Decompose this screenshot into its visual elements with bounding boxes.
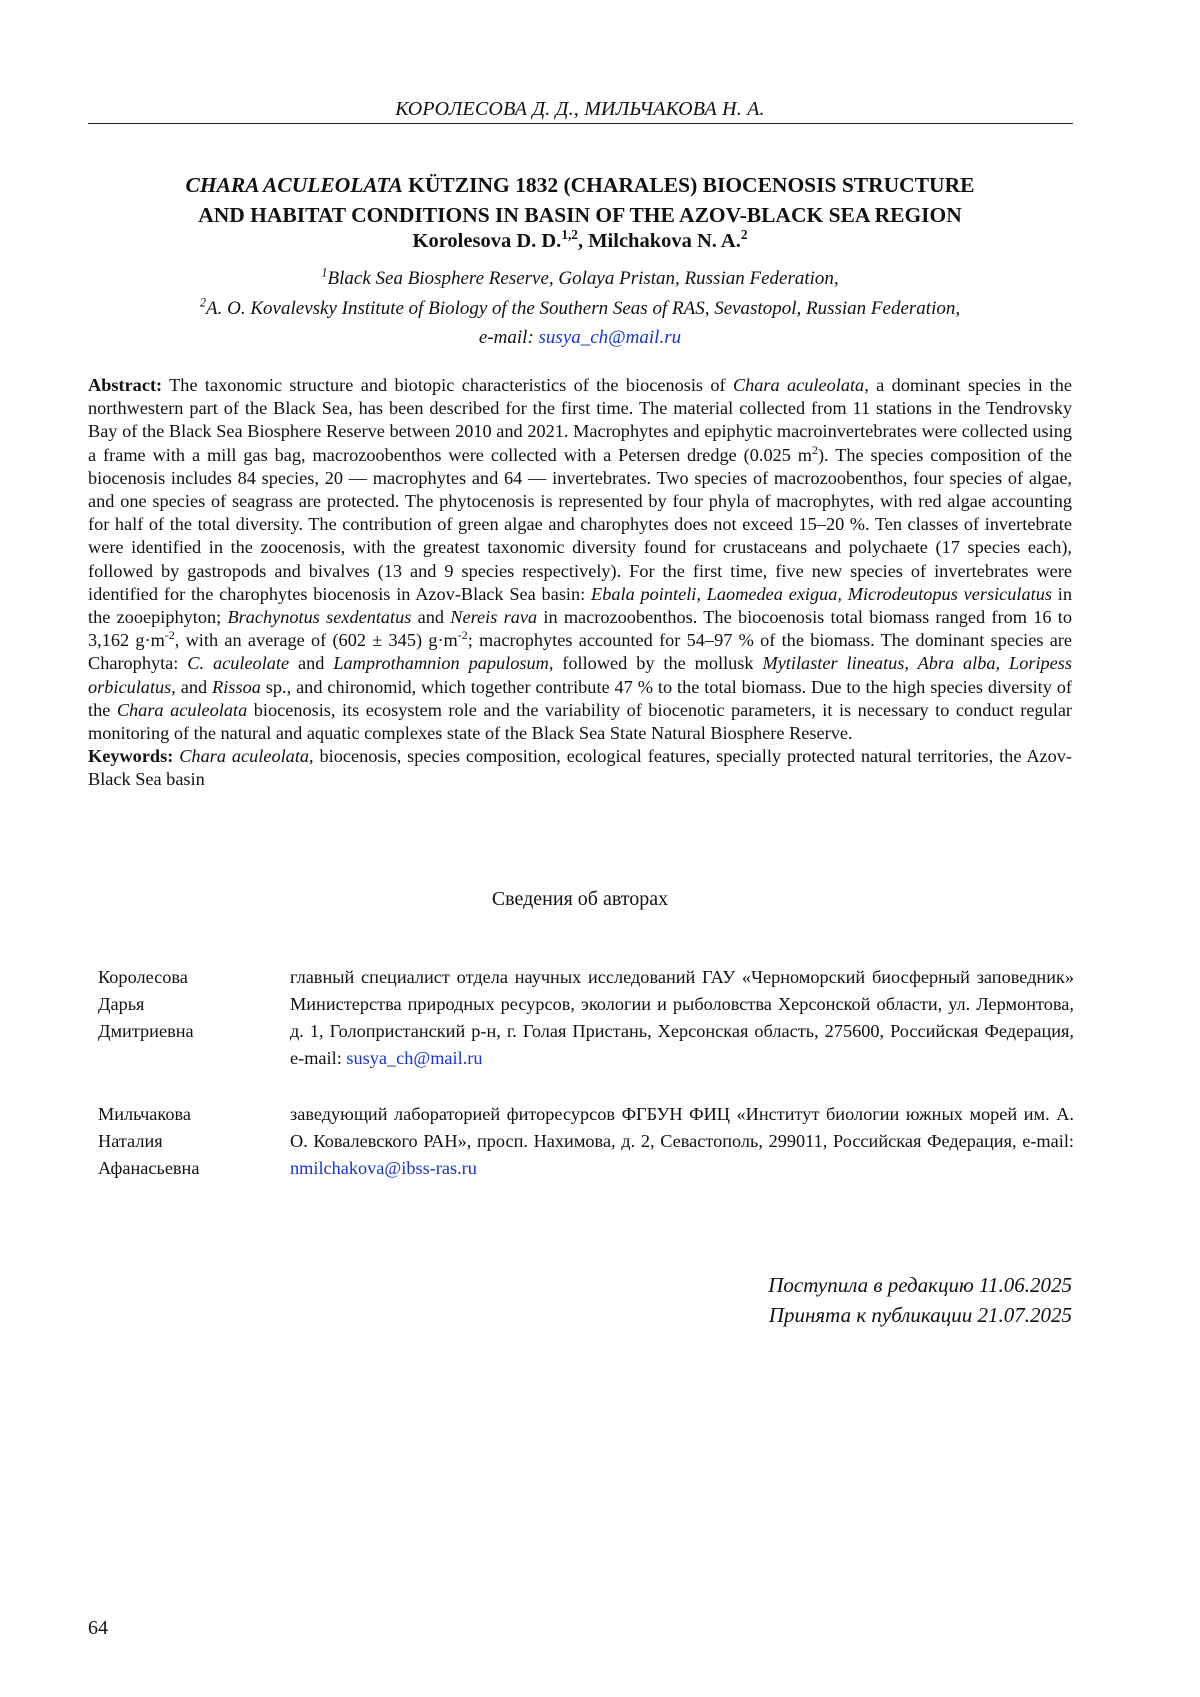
abstract-italic-term: Nereis rava [450, 607, 538, 628]
author-description-text: главный специалист отдела научных исследований ГАУ «Черноморский биосферный заповедник» Министерства природных ресурсов, экологии и рыболовства Херсонской области, ул. Лермонтова, д. 1, Голопристанский р-н, г. Голая Пристань, Херсонская область, 275600, Российская Федерация, e-mail: [290, 967, 1074, 1068]
keywords-italic-term: Chara aculeolata [179, 746, 310, 767]
affiliation-1-sup: 1 [321, 265, 328, 280]
affiliation-2-text: A. O. Kovalevsky Institute of Biology of the Southern Seas of RAS, Sevastopol, Russian Federation, [206, 298, 961, 319]
author-2: Milchakova N. A. [588, 230, 741, 252]
author-full-name [98, 1101, 268, 1182]
title-line-1 [88, 170, 1072, 200]
author-description [290, 964, 1074, 1072]
abstract-italic-term: Chara aculeolata [732, 375, 865, 395]
abstract-text: sp., and chironomid, which together contribute 47 % to the total biomass. Due to the high species diversity of the [88, 676, 1073, 720]
abstract-superscript: -2 [164, 628, 175, 643]
keywords-label: Keywords: [88, 746, 174, 767]
abstract-italic-term: Ebala pointeli, Laomedea exigua, Microdeutopus versiculatus [591, 583, 1052, 604]
abstract-text: and [289, 653, 334, 674]
author-full-name [98, 964, 268, 1045]
abstract-text: , followed by the mollusk [548, 653, 763, 674]
author-description [290, 1101, 1074, 1182]
title-line-2: AND HABITAT CONDITIONS IN BASIN OF THE AZOV-BLACK SEA REGION [198, 203, 962, 227]
author-email-link[interactable]: nmilchakova@ibss-ras.ru [290, 1158, 477, 1178]
paper-title [88, 170, 1072, 230]
author-1-affil-sup: 1,2 [561, 227, 578, 243]
author-surname: Королесова [98, 967, 188, 987]
page-number: 64 [88, 1617, 108, 1639]
abstract-italic-term: Rissoa [212, 676, 261, 697]
abstract-italic-term: Chara aculeolata [116, 699, 248, 720]
abstract-text: biocenosis, its ecosystem role and the variability of biocenotic parameters, it is necessary to conduct regular monitoring of the natural and aquatic complexes state of the Black Sea State Natural Biosphere Reserve. [88, 699, 1073, 744]
title-line-1-rest: KÜTZING 1832 (CHARALES) BIOCENOSIS STRUCTURE [402, 173, 975, 197]
accepted-date: Принята к публикации 21.07.2025 [768, 1303, 1072, 1327]
abstract-italic-term: Brachynotus sexdentatus [227, 607, 412, 628]
contact-email [88, 327, 1072, 349]
author-list [88, 227, 1072, 253]
title-species: CHARA ACULEOLATA [185, 173, 403, 197]
affiliation-2-sup: 2 [199, 295, 207, 310]
email-label: e-mail: [478, 327, 539, 348]
abstract-text: and [411, 607, 451, 628]
author-description-text: заведующий лабораторией фиторесурсов ФГБУН ФИЦ «Институт биологии южных морей им. А. О. Ковалевского РАН», просп. Нахимова, д. 2, Севастополь, 299011, Российская Федерация, e-mail: [290, 1104, 1074, 1151]
abstract-text: in macrozoobenthos. The biocoenosis total biomass ranged from 16 to 3,162 g·m [88, 607, 1072, 651]
keywords-text: , biocenosis, species composition, ecological features, specially protected natural territories, the Azov-Black Sea basin [88, 746, 1073, 790]
abstract-text: The taxonomic structure and biotopic characteristics of the biocenosis of [162, 375, 733, 395]
abstract-paragraph [88, 374, 1072, 745]
author-given-name: Дарья [98, 994, 145, 1014]
received-date: Поступила в редакцию 11.06.2025 [768, 1273, 1072, 1297]
abstract-text: in the zooepiphyton; [88, 583, 1072, 628]
author-given-name: Наталия [98, 1131, 163, 1151]
author-email-link[interactable]: susya_ch@mail.ru [346, 1048, 483, 1068]
authors-section-heading: Сведения об авторах [491, 888, 669, 910]
abstract-superscript: 2 [812, 442, 818, 457]
submission-dates [600, 1270, 1072, 1330]
abstract-text: , and [171, 676, 213, 697]
keywords-paragraph [88, 745, 1072, 791]
author-patronymic: Афанасьевна [98, 1158, 200, 1178]
email-link[interactable]: susya_ch@mail.ru [538, 327, 682, 348]
affiliation-1 [88, 265, 1072, 290]
author-1: Korolesova D. D. [412, 230, 562, 252]
abstract-text: ). The species composition of the biocenosis includes 84 species, 20 — macrophytes and 64 — invertebrates. Two species of macrozoobenthos, four species of algae, and one species of seagrass are protected. The phytocenosis is represented by four phyla of macrophytes, with red algae accounting for half of the total diversity. The contribution of green algae and charophytes does not exceed 15–20 %. Ten classes of invertebrate were identified in the zoocenosis, with the greatest taxonomic diversity found for crustaceans and polychaete (17 species each), followed by gastropods and bivalves (13 and 9 species respectively). For the first time, five new species of invertebrates were identified for the charophytes biocenosis in Azov-Black Sea basin: [88, 444, 1073, 604]
running-head: КОРОЛЕСОВА Д. Д., МИЛЬЧАКОВА Н. А. [395, 98, 765, 120]
abstract-italic-term: Mytilaster lineatus, Abra alba, Loripess orbiculatus [88, 653, 1073, 697]
abstract-label: Abstract: [88, 375, 163, 395]
author-surname: Мильчакова [98, 1104, 192, 1124]
abstract-text: , with an average of (602 ± 345) g·m [174, 630, 458, 651]
author-2-affil-sup: 2 [740, 227, 748, 243]
abstract-italic-term: Lamprothamnion papulosum [333, 653, 549, 674]
abstract-superscript: -2 [457, 628, 468, 643]
abstract-text: , a dominant species in the northwestern part of the Black Sea, has been described for the first time. The material collected from 11 stations in the Tendrovsky Bay of the Black Sea Biosphere Reserve between 2010 and 2021. Macrophytes and epiphytic macroinvertebrates were collected using a frame with a mill gas bag, macrozoobenthos were collected with a Petersen dredge (0.025 m [88, 375, 1073, 465]
author-separator: , [577, 230, 589, 252]
abstract-block [88, 374, 1072, 792]
header-rule [88, 123, 1073, 124]
author-patronymic: Дмитриевна [98, 1021, 194, 1041]
abstract-text: ; macrophytes accounted for 54–97 % of the biomass. The dominant species are Charophyta: [88, 630, 1073, 674]
affiliation-2 [88, 295, 1072, 320]
affiliation-1-text: Black Sea Biosphere Reserve, Golaya Pristan, Russian Federation, [327, 268, 839, 289]
abstract-italic-term: C. aculeolate [187, 653, 290, 674]
